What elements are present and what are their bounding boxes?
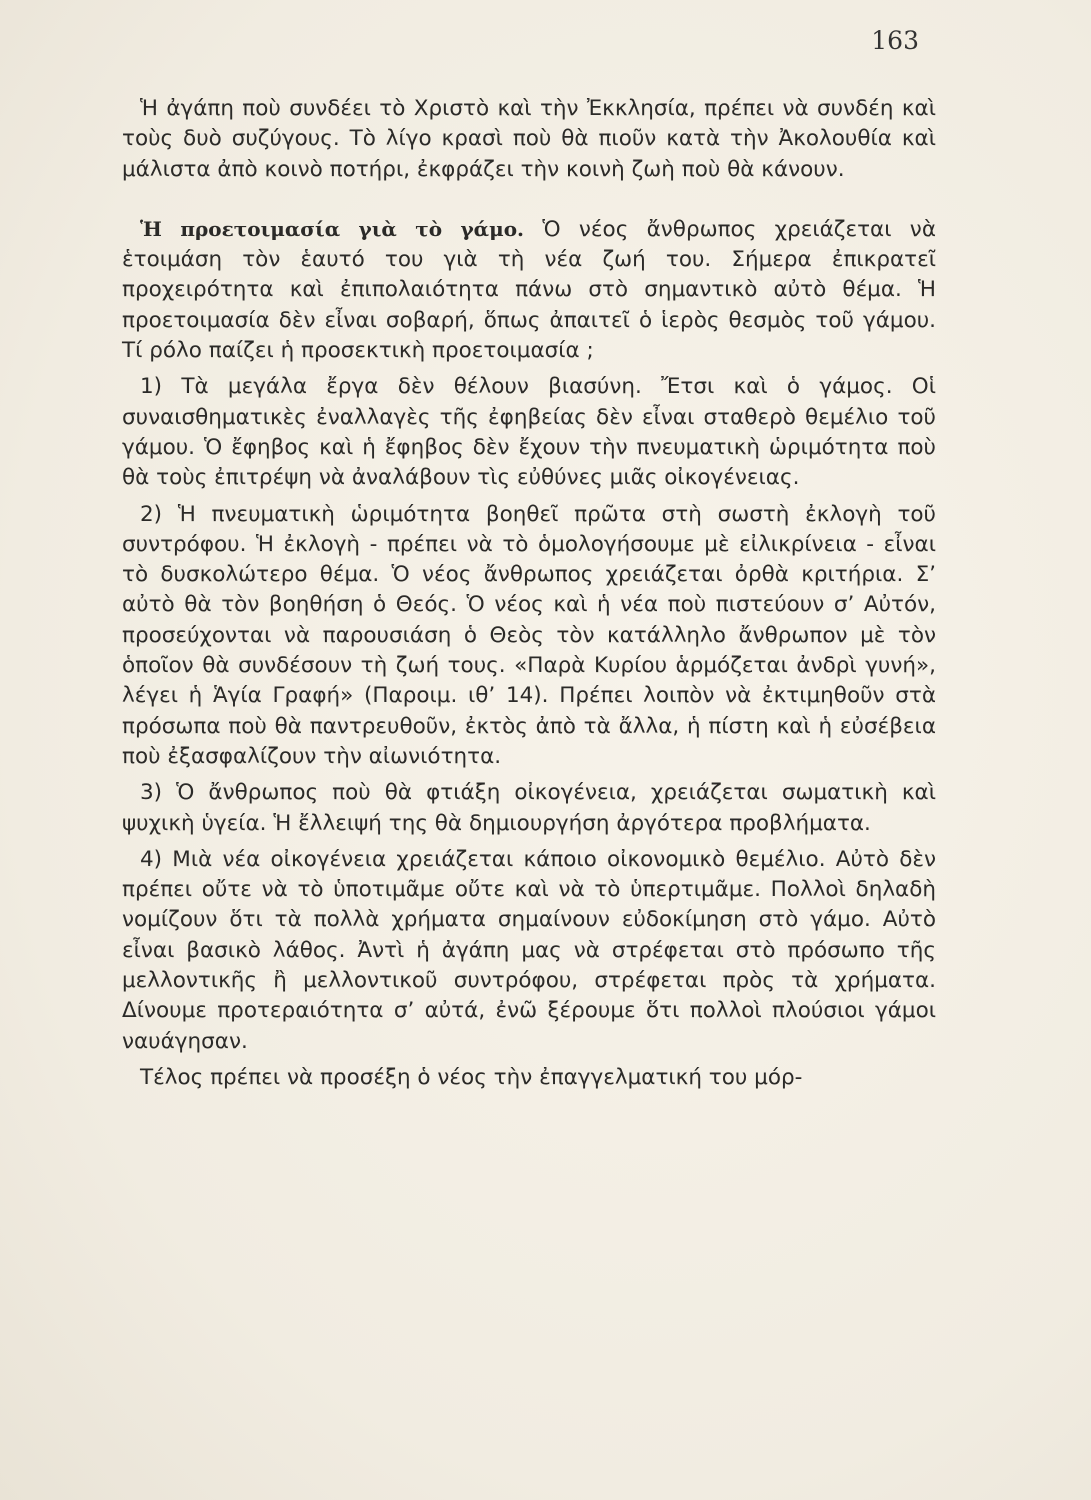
list-item-1: 1) Τὰ μεγάλα ἔργα δὲν θέλουν βιασύνη. Ἔτσι καὶ ὁ γάμος. Οἱ συναισθηματικὲς ἐναλλαγὲς τῆς ἐφηβείας δὲν εἶναι σταθερὸ θεμέλιο τοῦ γάμου. Ὁ ἔφηβος καὶ ἡ ἔφηβος δὲν ἔχουν τὴν πνευματικὴ ὡριμότητα ποὺ θὰ τοὺς ἐπιτρέψη νὰ ἀναλάβουν τὶς εὐθύνες μιᾶς οἰκογένειας.: [122, 374, 936, 491]
paragraph-preparation-text: Ὁ νέος ἄνθρωπος χρειάζεται νὰ ἑτοιμάση τὸν ἑαυτό του γιὰ τὴ νέα ζωή του. Σήμερα ἐπικρατεῖ προχειρότητα καὶ ἐπιπολαιότητα πάνω στὸ σημαντικὸ αὐτὸ θέμα. Ἡ προετοιμασία δὲν εἶναι σοβαρή, ὅπως ἀπαιτεῖ ὁ ἱερὸς θεσμὸς τοῦ γάμου. Τί ρόλο παίζει ἡ προσεκτικὴ προετοιμασία ;: [122, 216, 936, 364]
paragraph-preparation: [122, 214, 936, 366]
paragraph-last-line: Τέλος πρέπει νὰ προσέξη ὁ νέος τὴν ἐπαγγελματική του μόρ-: [140, 1064, 803, 1090]
page-body: [122, 94, 936, 1093]
list-item-2: 2) Ἡ πνευματικὴ ὡριμότητα βοηθεῖ πρῶτα στὴ σωστὴ ἐκλογὴ τοῦ συντρόφου. Ἡ ἐκλογὴ - πρέπει νὰ τὸ ὁμολογήσουμε μὲ εἰλικρίνεια - εἶναι τὸ δυσκολώτερο θέμα. Ὁ νέος ἄνθρωπος χρειάζεται ὀρθὰ κριτήρια. Σ’ αὐτὸ θὰ τὸν βοηθήση ὁ Θεός. Ὁ νέος καὶ ἡ νέα ποὺ πιστεύουν σ’ Αὐτόν, προσεύχονται νὰ παρουσιάση ὁ Θεὸς τὸν κατάλληλο ἄνθρωπον μὲ τὸν ὁποῖον θὰ συνδέσουν τὴ ζωή τους. «Παρὰ Κυρίου ἁρμόζεται ἀνδρὶ γυνή», λέγει ἡ Ἁγία Γραφή» (Παροιμ. ιθ’ 14). Πρέπει λοιπὸν νὰ ἐκτιμηθοῦν στὰ πρόσωπα ποὺ θὰ παντρευθοῦν, ἐκτὸς ἀπὸ τὰ ἄλλα, ἡ πίστη καὶ ἡ εὐσέβεια ποὺ ἐξασφαλίζουν τὴν αἰωνιότητα.: [122, 501, 936, 769]
page-number: 163: [871, 26, 919, 55]
section-heading: Ἡ προετοιμασία γιὰ τὸ γάμο.: [140, 216, 525, 241]
list-item-4: 4) Μιὰ νέα οἰκογένεια χρειάζεται κάποιο οἰκονομικὸ θεμέλιο. Αὐτὸ δὲν πρέπει οὔτε νὰ τὸ ὑποτιμᾶμε οὔτε καὶ νὰ τὸ ὑπερτιμᾶμε. Πολλοὶ δηλαδὴ νομίζουν ὅτι τὰ πολλὰ χρήματα σημαίνουν εὐδοκίμηση στὸ γάμο. Αὐτὸ εἶναι βασικὸ λάθος. Ἀντὶ ἡ ἀγάπη μας νὰ στρέφεται στὸ πρόσωπο τῆς μελλοντικῆς ἢ μελλοντικοῦ συντρόφου, στρέφεται πρὸς τὰ χρήματα. Δίνουμε προτεραιότητα σ’ αὐτά, ἐνῶ ξέρουμε ὅτι πολλοὶ πλούσιοι γάμοι ναυάγησαν.: [122, 846, 936, 1054]
paragraph-wedding-cup: Ἡ ἀγάπη ποὺ συνδέει τὸ Χριστὸ καὶ τὴν Ἐκκλησία, πρέπει νὰ συνδέη καὶ τοὺς δυὸ συζύγους. Τὸ λίγο κρασὶ ποὺ θὰ πιοῦν κατὰ τὴν Ἀκολουθία καὶ μάλιστα ἀπὸ κοινὸ ποτήρι, ἐκφράζει τὴν κοινὴ ζωὴ ποὺ θὰ κάνουν.: [122, 96, 936, 182]
list-item-3: 3) Ὁ ἄνθρωπος ποὺ θὰ φτιάξη οἰκογένεια, χρειάζεται σωματικὴ καὶ ψυχικὴ ὑγεία. Ἡ ἔλλειψή της θὰ δημιουργήση ἀργότερα προβλήματα.: [122, 780, 936, 836]
